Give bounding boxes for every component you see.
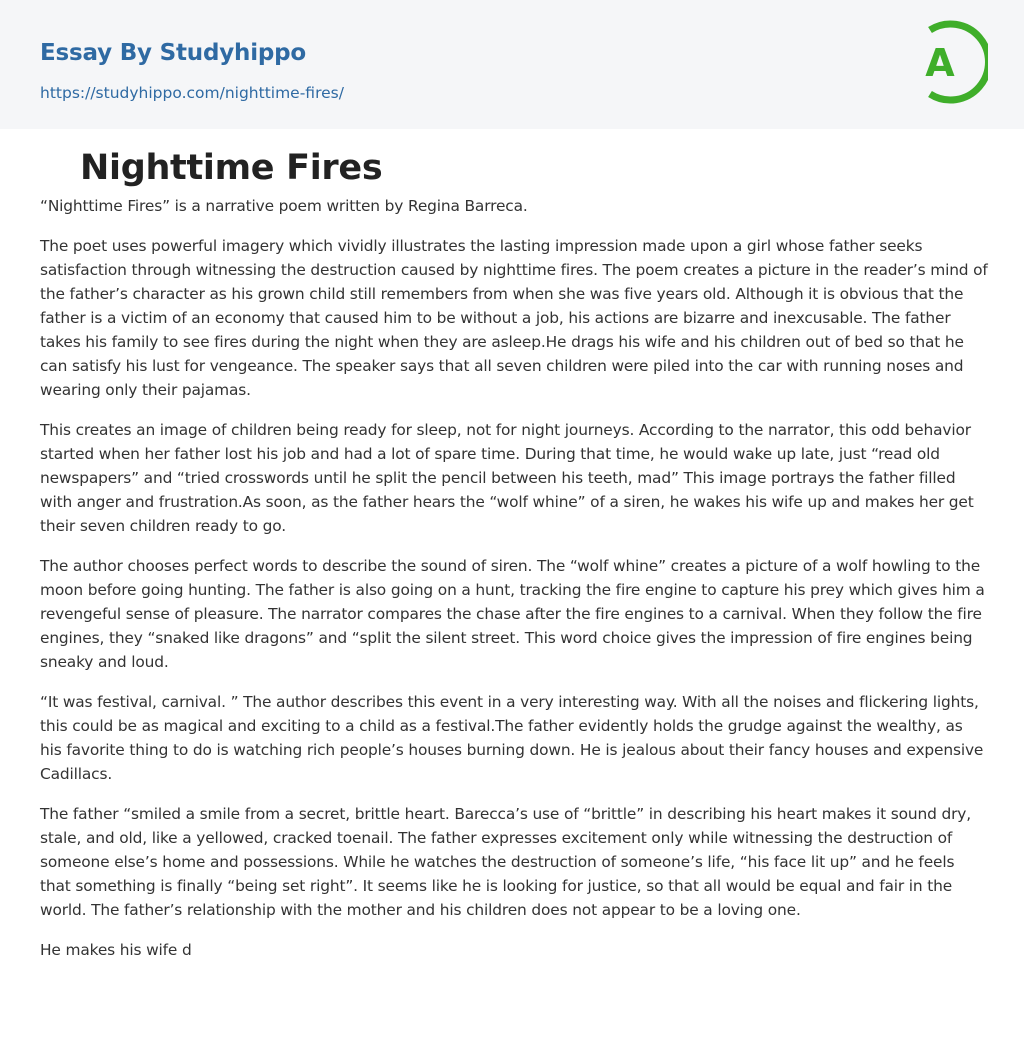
article-body — [40, 194, 988, 978]
site-title[interactable]: Essay By Studyhippo — [40, 40, 307, 66]
paragraph: The author chooses perfect words to describe the sound of siren. The “wolf whine” creates a picture of a wolf howling to the moon before going hunting. The father is also going on a hunt, tracking the fire engine to capture his prey which gives him a revengeful sense of pleasure. The narrator compares the chase after the fire engines to a carnival. When they follow the fire engines, they “snaked like dragons” and “split the silent street. This word choice gives the impression of fire engines being sneaky and loud. — [40, 557, 985, 671]
page-title: Nighttime Fires — [80, 148, 383, 188]
logo-letter: A — [925, 41, 955, 85]
studyhippo-logo-icon[interactable] — [908, 18, 988, 106]
page-url-link[interactable]: https://studyhippo.com/nighttime-fires/ — [40, 84, 344, 102]
paragraph: “Nighttime Fires” is a narrative poem written by Regina Barreca. — [40, 197, 528, 215]
paragraph: The poet uses powerful imagery which vividly illustrates the lasting impression made upon a girl whose father seeks satisfaction through witnessing the destruction caused by nighttime fires. The poem creates a picture in the reader’s mind of the father’s character as his grown child still remembers from when she was five years old. Although it is obvious that the father is a victim of an economy that caused him to be without a job, his actions are bizarre and inexcusable. The father takes his family to see fires during the night when they are asleep.He drags his wife and his children out of bed so that he can satisfy his lust for vengeance. The speaker says that all seven children were piled into the car with running noses and wearing only their pajamas. — [40, 237, 988, 399]
paragraph: This creates an image of children being ready for sleep, not for night journeys. According to the narrator, this odd behavior started when her father lost his job and had a lot of spare time. During that time, he would wake up late, just “read old newspapers” and “tried crosswords until he split the pencil between his teeth, mad” This image portrays the father filled with anger and frustration.As soon, as the father hears the “wolf whine” of a siren, he wakes his wife up and makes her get their seven children ready to go. — [40, 421, 974, 535]
paragraph-truncated: He makes his wife d — [40, 941, 192, 959]
paragraph: The father “smiled a smile from a secret, brittle heart. Barecca’s use of “brittle” in describing his heart makes it sound dry, stale, and old, like a yellowed, cracked toenail. The father expresses excitement only while witnessing the destruction of someone else’s home and possessions. While he watches the destruction of someone’s life, “his face lit up” and he feels that something is finally “being set right”. It seems like he is looking for justice, so that all would be equal and fair in the world. The father’s relationship with the mother and his children does not appear to be a loving one. — [40, 805, 971, 919]
paragraph: “It was festival, carnival. ” The author describes this event in a very interesting way. With all the noises and flickering lights, this could be as magical and exciting to a child as a festival.The father evidently holds the grudge against the wealthy, as his favorite thing to do is watching rich people’s houses burning down. He is jealous about their fancy houses and expensive Cadillacs. — [40, 693, 984, 783]
site-header — [0, 0, 1024, 129]
